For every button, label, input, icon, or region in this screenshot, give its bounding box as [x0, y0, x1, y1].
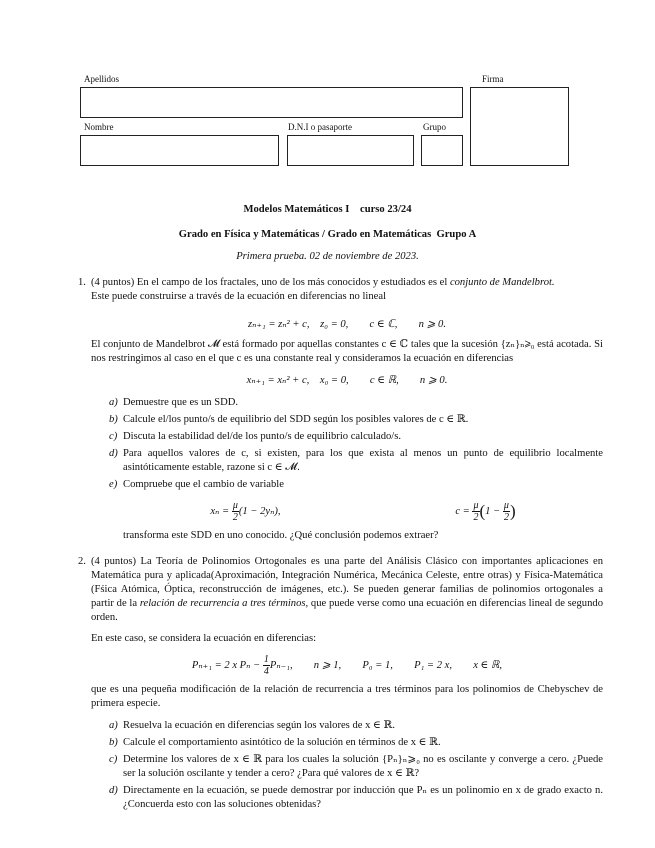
denominator: 2 [232, 512, 238, 523]
denominator: 4 [263, 666, 269, 677]
q1-item-text: Calcule el/los punto/s de equilibrio del SDD según los posibles valores de c ∈ ℝ. [123, 414, 469, 425]
q1-equation-1: zₙ₊₁ = zₙ² + c, z₀ = 0, c ∈ ℂ, n ⩾ 0. [248, 319, 446, 330]
q2-intro-emph: relación de recurrencia a tres términos, [139, 598, 309, 609]
q1-item-c [91, 430, 603, 444]
q1-outro: transforma este SDD en uno conocido. ¿Qué conclusión podemos extraer? [123, 530, 439, 541]
q2-item-label: d) [109, 785, 118, 796]
nombre-field[interactable] [80, 135, 279, 166]
q2-item-label: b) [109, 737, 118, 748]
q1-item-label: c) [109, 431, 118, 442]
q1-intro [91, 276, 603, 304]
q1-item-label: b) [109, 414, 118, 425]
q2-item-d [91, 784, 603, 812]
q1-item-label: e) [109, 479, 118, 490]
q2-item-label: c) [109, 754, 118, 765]
course-name: Modelos Matemáticos I [243, 204, 350, 215]
q1-item-e [91, 478, 603, 543]
q1-number: 1. [78, 277, 86, 288]
q1-item-text: Compruebe que el cambio de variable [123, 479, 284, 490]
q2-item-text: Calcule el comportamiento asintótico de la solución en términos de x ∈ ℝ. [123, 737, 441, 748]
q2-item-label: a) [109, 720, 118, 731]
numerator: μ [503, 500, 509, 511]
q1-equation-2: xₙ₊₁ = xₙ² + c, x₀ = 0, c ∈ ℝ, n ⩾ 0. [246, 375, 448, 386]
q1-item-text: Demuestre que es un SDD. [123, 397, 239, 408]
dni-label: D.N.I o pasaporte [288, 122, 352, 132]
denominator: 2 [473, 512, 479, 523]
q1-item-label: a) [109, 397, 118, 408]
q1-item-text: Para aquellos valores de c, si existen, para los que exista al menos un punto de equilibrio localmente asintóticamente estable, razone si c ∈ 𝓜. [123, 448, 603, 473]
q2-item-b [91, 736, 603, 750]
q2-after: que es una pequeña modificación de la relación de recurrencia a tres términos para los polinomios de Chebyschev de primera especie. [91, 684, 603, 709]
q2-item-c [91, 753, 603, 781]
q2-intro-a: (4 puntos) La Teoría de Polinomios Ortogonales es una parte del Análisis Clásico con importantes aplicaciones en Matemática pura y aplicada(Aproximación, Integración Numérica, Mecánica Celeste, entre otras) y Física-Matemática (Fśica Atómica, Óptica, reconstrucción de imágenes, etc.). Se pueden generar familias de polinomios ortogonales a partir de la [91, 556, 603, 609]
fraction [263, 654, 270, 677]
q1-item-label: d) [109, 448, 118, 459]
eq-rhs: Pₙ₋₁, n ⩾ 1, P₀ = 1, P₁ = 2 x, x ∈ ℝ, [269, 659, 503, 671]
q1-change-var-right: c = $\frac{\mu}{2}$ (1 − $\frac{\mu}{2}$ ) [455, 500, 516, 523]
apellidos-label: Apellidos [84, 74, 119, 84]
numerator: μ [473, 500, 479, 511]
eq-lhs: c = [455, 505, 473, 517]
eq-lhs: xₙ = [210, 505, 232, 517]
q2-equation [91, 654, 603, 677]
dni-field[interactable] [287, 135, 414, 166]
eq-lhs: Pₙ₊₁ = 2 x Pₙ − [191, 659, 263, 671]
q2-body [91, 555, 603, 812]
denominator: 2 [503, 512, 509, 523]
q1-item-text: Discuta la estabilidad del/de los punto/s de equilibrio calculado/s. [123, 431, 402, 442]
q2-item-text: Determine los valores de x ∈ ℝ para los cuales la solución {Pₙ}ₙ⩾₀ no es oscilante y converge a cero. ¿Puede ser la solución oscilante y tender a cero? ¿Para qué valores de x ∈ ℝ? [123, 754, 603, 779]
q2-number: 2. [78, 556, 86, 567]
q1-intro2: Este puede construirse a través de la ecuación en diferencias no lineal [91, 291, 387, 302]
nombre-label: Nombre [84, 122, 114, 132]
q1-paragraph: El conjunto de Mandelbrot 𝓜 está formado por aquellas constantes c ∈ ℂ tales que la sucesión {zₙ}ₙ⩾₀ está acotada. Si nos restringimos al caso en el que c es una constante real y consideramos la ecuación en diferencias [91, 339, 603, 364]
q2-item-text: Resuelva la ecuación en diferencias según los valores de x ∈ ℝ. [123, 720, 395, 731]
degree-title: Grado en Física y Matemáticas / Grado en Matemáticas Grupo A [178, 229, 477, 240]
numerator: 1 [263, 654, 269, 665]
q2-item-a [91, 719, 603, 733]
q2-item-text: Directamente en la ecuación, se puede demostrar por inducción que Pₙ es un polinomio en x de grado exacto n. ¿Concuerda esto con las soluciones obtenidas? [123, 785, 603, 810]
q2-intro [91, 555, 603, 625]
firma-field[interactable] [470, 87, 569, 166]
q1-item-a [91, 396, 603, 410]
course-year: curso 23/24 [360, 204, 412, 215]
q1-intro-text: (4 puntos) En el campo de los fractales, uno de los más conocidos y estudiados es el [91, 277, 448, 288]
fraction [503, 500, 510, 523]
q1-change-of-variable [123, 500, 603, 523]
q1-change-var-left [210, 500, 280, 523]
course-title [0, 203, 655, 217]
q1-item-d [91, 447, 603, 475]
fraction [472, 500, 479, 523]
exam-content [0, 203, 655, 812]
grupo-field[interactable] [421, 135, 463, 166]
grupo-label: Grupo [423, 122, 446, 132]
firma-label: Firma [482, 74, 504, 84]
exam-date: Primera prueba. 02 de noviembre de 2023. [236, 251, 419, 262]
q2-case: En este caso, se considera la ecuación en diferencias: [91, 633, 317, 644]
q1-item-b [91, 413, 603, 427]
question-1 [78, 276, 603, 543]
question-2 [78, 555, 603, 812]
q1-body [91, 276, 603, 543]
q1-intro-emph: conjunto de Mandelbrot. [449, 277, 555, 288]
eq-tail: (1 − 2yₙ), [238, 505, 281, 517]
fraction [232, 500, 239, 523]
numerator: μ [232, 500, 238, 511]
q2-intro-b: que puede verse como una ecuación en diferencias lineal de segundo orden. [91, 598, 603, 623]
apellidos-field[interactable] [80, 87, 463, 118]
